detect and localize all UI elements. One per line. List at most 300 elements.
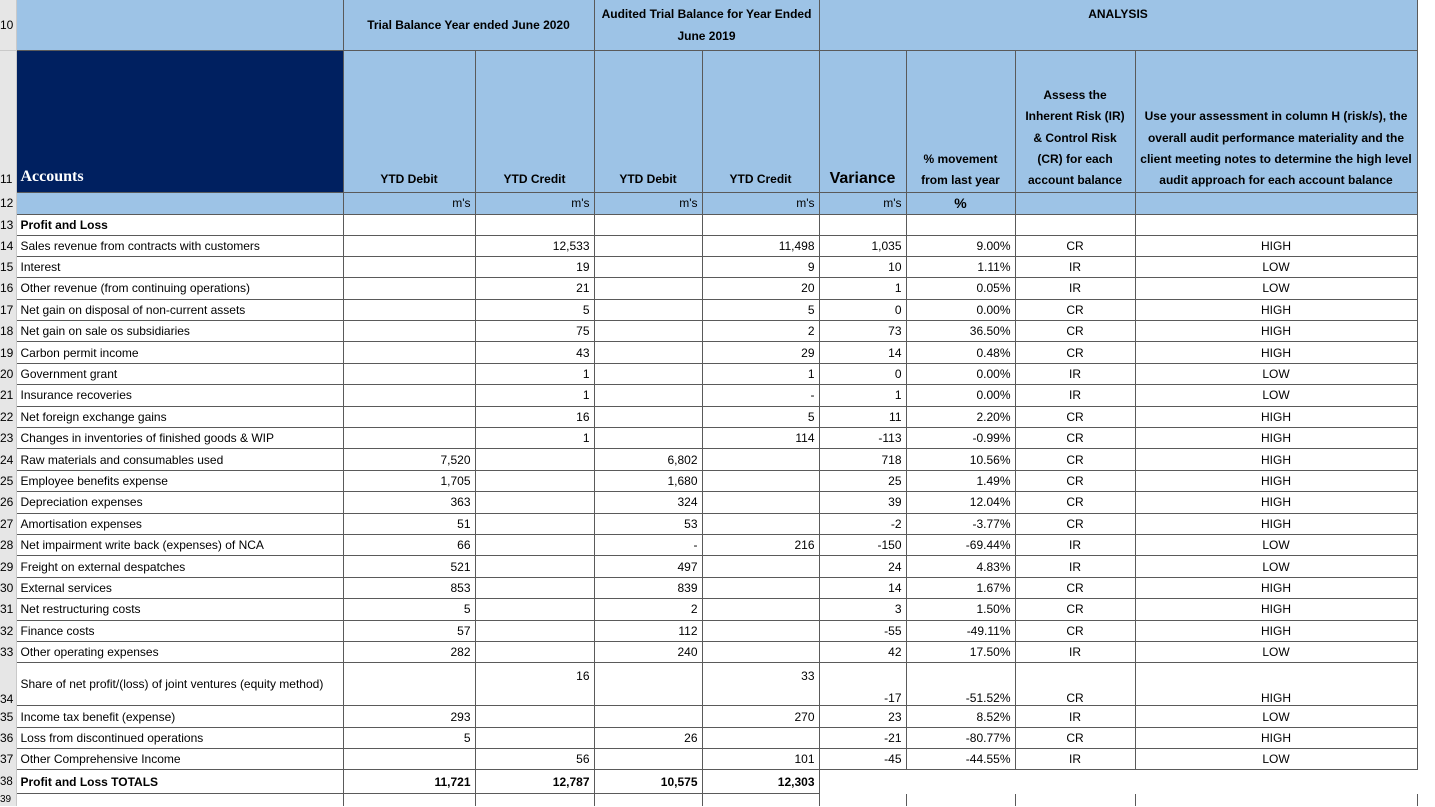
ytd-credit-2020-cell[interactable]: 21 bbox=[475, 278, 594, 299]
row-number[interactable]: 27 bbox=[0, 513, 16, 534]
row-number[interactable]: 21 bbox=[0, 385, 16, 406]
group-header-2019[interactable]: Audited Trial Balance for Year Ended June 2019 bbox=[594, 0, 819, 50]
approach-cell[interactable]: HIGH bbox=[1135, 620, 1417, 641]
row-number[interactable]: 34 bbox=[0, 663, 16, 706]
ytd-credit-2019-cell[interactable]: 101 bbox=[702, 749, 819, 770]
movement-cell[interactable]: 0.05% bbox=[906, 278, 1015, 299]
units-cell[interactable]: m's bbox=[475, 192, 594, 214]
variance-cell[interactable]: -2 bbox=[819, 513, 906, 534]
ytd-debit-2019-cell[interactable] bbox=[594, 663, 702, 706]
table-row bbox=[0, 470, 1435, 491]
ytd-credit-2019-cell[interactable]: 5 bbox=[702, 406, 819, 427]
risk-cell[interactable]: CR bbox=[1015, 727, 1135, 748]
row-number[interactable]: 18 bbox=[0, 321, 16, 342]
variance-cell[interactable]: 718 bbox=[819, 449, 906, 470]
row-number[interactable]: 20 bbox=[0, 363, 16, 384]
movement-cell[interactable]: 36.50% bbox=[906, 321, 1015, 342]
ytd-debit-2019-cell[interactable] bbox=[594, 321, 702, 342]
ytd-debit-2019-cell[interactable] bbox=[594, 428, 702, 449]
risk-cell[interactable]: CR bbox=[1015, 299, 1135, 320]
cell[interactable] bbox=[819, 214, 906, 235]
ytd-credit-2019-cell[interactable] bbox=[702, 449, 819, 470]
row-number[interactable]: 15 bbox=[0, 256, 16, 277]
cell[interactable] bbox=[906, 794, 1015, 806]
variance-cell[interactable]: 11 bbox=[819, 406, 906, 427]
movement-cell[interactable]: -0.99% bbox=[906, 428, 1015, 449]
movement-cell[interactable]: 0.00% bbox=[906, 363, 1015, 384]
variance-cell[interactable]: -45 bbox=[819, 749, 906, 770]
variance-cell[interactable]: -17 bbox=[819, 663, 906, 706]
ytd-debit-2019-header[interactable]: YTD Debit bbox=[594, 50, 702, 192]
accounts-header[interactable]: Accounts bbox=[16, 50, 343, 192]
risk-cell[interactable]: IR bbox=[1015, 363, 1135, 384]
ytd-debit-2019-cell[interactable]: - bbox=[594, 534, 702, 555]
ytd-credit-2019-cell[interactable] bbox=[702, 727, 819, 748]
variance-cell[interactable]: -55 bbox=[819, 620, 906, 641]
row-number[interactable]: 38 bbox=[0, 770, 16, 794]
ytd-credit-2019-cell[interactable]: 114 bbox=[702, 428, 819, 449]
movement-cell[interactable]: 9.00% bbox=[906, 235, 1015, 256]
total-ytd-debit-2019[interactable]: 10,575 bbox=[594, 770, 702, 794]
ytd-debit-2020-cell[interactable]: 521 bbox=[343, 556, 475, 577]
variance-cell[interactable]: 0 bbox=[819, 363, 906, 384]
approach-cell[interactable]: HIGH bbox=[1135, 428, 1417, 449]
totals-label[interactable]: Profit and Loss TOTALS bbox=[16, 770, 343, 794]
approach-cell[interactable]: HIGH bbox=[1135, 470, 1417, 491]
account-cell[interactable]: Finance costs bbox=[16, 620, 343, 641]
ytd-debit-2020-cell[interactable] bbox=[343, 749, 475, 770]
movement-cell[interactable]: 12.04% bbox=[906, 492, 1015, 513]
row-number[interactable]: 25 bbox=[0, 470, 16, 491]
variance-cell[interactable]: 10 bbox=[819, 256, 906, 277]
ytd-debit-2019-cell[interactable] bbox=[594, 749, 702, 770]
variance-cell[interactable]: 14 bbox=[819, 342, 906, 363]
header-row-group bbox=[0, 0, 1435, 50]
ytd-debit-2019-cell[interactable]: 53 bbox=[594, 513, 702, 534]
ytd-debit-2020-cell[interactable]: 51 bbox=[343, 513, 475, 534]
total-ytd-debit-2020[interactable]: 11,721 bbox=[343, 770, 475, 794]
risk-cell[interactable]: IR bbox=[1015, 641, 1135, 662]
movement-cell[interactable]: 0.00% bbox=[906, 299, 1015, 320]
risk-cell[interactable]: CR bbox=[1015, 663, 1135, 706]
ytd-credit-2020-cell[interactable]: 75 bbox=[475, 321, 594, 342]
ytd-credit-2020-cell[interactable] bbox=[475, 470, 594, 491]
row-number[interactable]: 14 bbox=[0, 235, 16, 256]
account-cell[interactable]: Net foreign exchange gains bbox=[16, 406, 343, 427]
risk-cell[interactable]: CR bbox=[1015, 449, 1135, 470]
ytd-debit-2019-cell[interactable]: 112 bbox=[594, 620, 702, 641]
account-cell[interactable]: Government grant bbox=[16, 363, 343, 384]
cell[interactable] bbox=[702, 794, 819, 806]
ytd-credit-2019-cell[interactable] bbox=[702, 577, 819, 598]
approach-cell[interactable]: LOW bbox=[1135, 641, 1417, 662]
approach-cell[interactable]: HIGH bbox=[1135, 342, 1417, 363]
ytd-credit-2020-cell[interactable]: 5 bbox=[475, 299, 594, 320]
movement-cell[interactable]: 10.56% bbox=[906, 449, 1015, 470]
ytd-credit-2019-cell[interactable]: 20 bbox=[702, 278, 819, 299]
ytd-debit-2019-cell[interactable] bbox=[594, 342, 702, 363]
movement-cell[interactable]: 1.50% bbox=[906, 599, 1015, 620]
movement-cell[interactable]: -69.44% bbox=[906, 534, 1015, 555]
ytd-credit-2019-cell[interactable] bbox=[702, 470, 819, 491]
row-number[interactable]: 11 bbox=[0, 50, 16, 192]
table-row bbox=[0, 620, 1435, 641]
risk-cell[interactable]: CR bbox=[1015, 321, 1135, 342]
ytd-debit-2019-cell[interactable]: 240 bbox=[594, 641, 702, 662]
movement-cell[interactable]: 4.83% bbox=[906, 556, 1015, 577]
cell[interactable] bbox=[1135, 770, 1417, 794]
cell[interactable] bbox=[16, 794, 343, 806]
ytd-credit-2019-cell[interactable]: 33 bbox=[702, 663, 819, 706]
ytd-credit-2020-cell[interactable] bbox=[475, 449, 594, 470]
variance-cell[interactable]: -21 bbox=[819, 727, 906, 748]
cell[interactable] bbox=[819, 794, 906, 806]
ytd-debit-2020-cell[interactable]: 5 bbox=[343, 727, 475, 748]
approach-cell[interactable]: HIGH bbox=[1135, 449, 1417, 470]
approach-cell[interactable]: LOW bbox=[1135, 534, 1417, 555]
ytd-credit-2019-cell[interactable] bbox=[702, 492, 819, 513]
movement-cell[interactable]: -3.77% bbox=[906, 513, 1015, 534]
account-cell[interactable]: Raw materials and consumables used bbox=[16, 449, 343, 470]
row-number[interactable]: 39 bbox=[0, 794, 16, 806]
account-cell[interactable]: Amortisation expenses bbox=[16, 513, 343, 534]
row-number[interactable]: 12 bbox=[0, 192, 16, 214]
row-number[interactable]: 23 bbox=[0, 428, 16, 449]
row-number[interactable]: 30 bbox=[0, 577, 16, 598]
account-cell[interactable]: Net restructuring costs bbox=[16, 599, 343, 620]
approach-cell[interactable]: HIGH bbox=[1135, 577, 1417, 598]
cell[interactable] bbox=[1015, 794, 1135, 806]
movement-cell[interactable]: 0.48% bbox=[906, 342, 1015, 363]
approach-cell[interactable]: LOW bbox=[1135, 256, 1417, 277]
variance-cell[interactable]: 73 bbox=[819, 321, 906, 342]
ytd-debit-2020-cell[interactable] bbox=[343, 363, 475, 384]
ytd-debit-2020-cell[interactable] bbox=[343, 385, 475, 406]
ytd-debit-2020-cell[interactable]: 5 bbox=[343, 599, 475, 620]
ytd-debit-2019-cell[interactable]: 6,802 bbox=[594, 449, 702, 470]
ytd-credit-2019-cell[interactable]: 2 bbox=[702, 321, 819, 342]
section-label[interactable]: Profit and Loss bbox=[16, 214, 343, 235]
account-cell[interactable]: Loss from discontinued operations bbox=[16, 727, 343, 748]
account-cell[interactable]: Income tax benefit (expense) bbox=[16, 706, 343, 727]
approach-cell[interactable]: HIGH bbox=[1135, 406, 1417, 427]
movement-cell[interactable]: 8.52% bbox=[906, 706, 1015, 727]
cell[interactable] bbox=[475, 214, 594, 235]
ytd-credit-2020-cell[interactable]: 19 bbox=[475, 256, 594, 277]
movement-cell[interactable]: -49.11% bbox=[906, 620, 1015, 641]
approach-cell[interactable]: LOW bbox=[1135, 556, 1417, 577]
risk-cell[interactable]: CR bbox=[1015, 492, 1135, 513]
account-cell[interactable]: Other revenue (from continuing operations) bbox=[16, 278, 343, 299]
approach-cell[interactable]: HIGH bbox=[1135, 492, 1417, 513]
row-number[interactable]: 36 bbox=[0, 727, 16, 748]
movement-cell[interactable]: 1.49% bbox=[906, 470, 1015, 491]
movement-cell[interactable]: -44.55% bbox=[906, 749, 1015, 770]
ytd-credit-2020-cell[interactable] bbox=[475, 492, 594, 513]
ytd-debit-2020-header[interactable]: YTD Debit bbox=[343, 50, 475, 192]
variance-header[interactable]: Variance bbox=[819, 50, 906, 192]
units-blank-cell[interactable] bbox=[1135, 192, 1417, 214]
assess-risk-header[interactable]: Assess the Inherent Risk (IR) & Control Risk (CR) for each account balance bbox=[1015, 50, 1135, 192]
ytd-credit-2020-cell[interactable]: 16 bbox=[475, 406, 594, 427]
ytd-debit-2020-cell[interactable] bbox=[343, 235, 475, 256]
account-cell[interactable]: External services bbox=[16, 577, 343, 598]
ytd-credit-2019-cell[interactable]: - bbox=[702, 385, 819, 406]
ytd-credit-2020-cell[interactable] bbox=[475, 727, 594, 748]
account-cell[interactable]: Freight on external despatches bbox=[16, 556, 343, 577]
row-number[interactable]: 35 bbox=[0, 706, 16, 727]
approach-cell[interactable]: LOW bbox=[1135, 278, 1417, 299]
ytd-credit-2019-cell[interactable]: 216 bbox=[702, 534, 819, 555]
ytd-debit-2020-cell[interactable]: 57 bbox=[343, 620, 475, 641]
ytd-credit-2020-cell[interactable]: 1 bbox=[475, 385, 594, 406]
variance-cell[interactable]: -150 bbox=[819, 534, 906, 555]
ytd-debit-2020-cell[interactable] bbox=[343, 406, 475, 427]
ytd-credit-2019-cell[interactable]: 5 bbox=[702, 299, 819, 320]
ytd-debit-2019-cell[interactable] bbox=[594, 363, 702, 384]
ytd-credit-2020-cell[interactable]: 12,533 bbox=[475, 235, 594, 256]
variance-cell[interactable]: 1 bbox=[819, 278, 906, 299]
risk-cell[interactable]: CR bbox=[1015, 513, 1135, 534]
ytd-credit-2020-cell[interactable] bbox=[475, 513, 594, 534]
row-number[interactable]: 17 bbox=[0, 299, 16, 320]
row-number[interactable]: 10 bbox=[0, 0, 16, 50]
approach-cell[interactable]: HIGH bbox=[1135, 727, 1417, 748]
account-cell[interactable]: Net gain on sale os subsidiaries bbox=[16, 321, 343, 342]
ytd-debit-2020-cell[interactable]: 853 bbox=[343, 577, 475, 598]
risk-cell[interactable]: CR bbox=[1015, 406, 1135, 427]
account-cell[interactable]: Share of net profit/(loss) of joint ventures (equity method) bbox=[16, 663, 343, 706]
ytd-debit-2020-cell[interactable]: 1,705 bbox=[343, 470, 475, 491]
ytd-debit-2020-cell[interactable]: 7,520 bbox=[343, 449, 475, 470]
risk-cell[interactable]: CR bbox=[1015, 470, 1135, 491]
ytd-debit-2019-cell[interactable] bbox=[594, 278, 702, 299]
ytd-debit-2019-cell[interactable] bbox=[594, 235, 702, 256]
row-number[interactable]: 37 bbox=[0, 749, 16, 770]
movement-cell[interactable]: 2.20% bbox=[906, 406, 1015, 427]
account-cell[interactable]: Sales revenue from contracts with customers bbox=[16, 235, 343, 256]
ytd-credit-2019-cell[interactable] bbox=[702, 513, 819, 534]
ytd-debit-2019-cell[interactable]: 26 bbox=[594, 727, 702, 748]
ytd-credit-2020-cell[interactable] bbox=[475, 534, 594, 555]
units-cell[interactable]: % bbox=[906, 192, 1015, 214]
risk-cell[interactable]: CR bbox=[1015, 235, 1135, 256]
ytd-debit-2020-cell[interactable]: 293 bbox=[343, 706, 475, 727]
units-cell[interactable]: m's bbox=[594, 192, 702, 214]
ytd-debit-2020-cell[interactable] bbox=[343, 278, 475, 299]
variance-cell[interactable]: 14 bbox=[819, 577, 906, 598]
risk-cell[interactable]: IR bbox=[1015, 256, 1135, 277]
movement-cell[interactable]: 1.11% bbox=[906, 256, 1015, 277]
ytd-debit-2020-cell[interactable]: 363 bbox=[343, 492, 475, 513]
ytd-debit-2020-cell[interactable]: 66 bbox=[343, 534, 475, 555]
risk-cell[interactable]: CR bbox=[1015, 428, 1135, 449]
ytd-credit-2019-cell[interactable] bbox=[702, 641, 819, 662]
variance-cell[interactable]: -113 bbox=[819, 428, 906, 449]
row-number[interactable]: 31 bbox=[0, 599, 16, 620]
ytd-credit-2019-cell[interactable]: 9 bbox=[702, 256, 819, 277]
risk-cell[interactable]: CR bbox=[1015, 342, 1135, 363]
row-number[interactable]: 19 bbox=[0, 342, 16, 363]
risk-cell[interactable]: IR bbox=[1015, 278, 1135, 299]
audit-approach-header[interactable]: Use your assessment in column H (risk/s), the overall audit performance materiality and the client meeting notes to determine the high level audit approach for each account balance bbox=[1135, 50, 1417, 192]
approach-cell[interactable]: LOW bbox=[1135, 706, 1417, 727]
account-cell[interactable]: Other operating expenses bbox=[16, 641, 343, 662]
ytd-debit-2020-cell[interactable] bbox=[343, 256, 475, 277]
variance-cell[interactable]: 1 bbox=[819, 385, 906, 406]
ytd-debit-2019-cell[interactable] bbox=[594, 385, 702, 406]
group-header-2020[interactable]: Trial Balance Year ended June 2020 bbox=[343, 0, 594, 50]
risk-cell[interactable]: CR bbox=[1015, 620, 1135, 641]
ytd-credit-2020-cell[interactable]: 1 bbox=[475, 428, 594, 449]
variance-cell[interactable]: 24 bbox=[819, 556, 906, 577]
variance-cell[interactable]: 42 bbox=[819, 641, 906, 662]
header-blank-cell[interactable] bbox=[16, 0, 343, 50]
total-ytd-credit-2020[interactable]: 12,787 bbox=[475, 770, 594, 794]
ytd-credit-2020-cell[interactable] bbox=[475, 641, 594, 662]
row-number[interactable]: 16 bbox=[0, 278, 16, 299]
cell[interactable] bbox=[1015, 214, 1135, 235]
table-row bbox=[0, 513, 1435, 534]
cell[interactable] bbox=[1135, 214, 1417, 235]
ytd-credit-2019-header[interactable]: YTD Credit bbox=[702, 50, 819, 192]
row-number[interactable]: 26 bbox=[0, 492, 16, 513]
account-cell[interactable]: Insurance recoveries bbox=[16, 385, 343, 406]
account-cell[interactable]: Depreciation expenses bbox=[16, 492, 343, 513]
approach-cell[interactable]: LOW bbox=[1135, 749, 1417, 770]
cell[interactable] bbox=[594, 794, 702, 806]
ytd-debit-2020-cell[interactable] bbox=[343, 299, 475, 320]
ytd-debit-2019-cell[interactable]: 2 bbox=[594, 599, 702, 620]
row-number[interactable]: 22 bbox=[0, 406, 16, 427]
ytd-credit-2020-cell[interactable]: 43 bbox=[475, 342, 594, 363]
ytd-debit-2020-cell[interactable]: 282 bbox=[343, 641, 475, 662]
variance-cell[interactable]: 1,035 bbox=[819, 235, 906, 256]
ytd-credit-2019-cell[interactable] bbox=[702, 620, 819, 641]
cell[interactable] bbox=[594, 214, 702, 235]
risk-cell[interactable]: CR bbox=[1015, 599, 1135, 620]
approach-cell[interactable]: HIGH bbox=[1135, 663, 1417, 706]
risk-cell[interactable]: IR bbox=[1015, 749, 1135, 770]
variance-cell[interactable]: 23 bbox=[819, 706, 906, 727]
units-cell[interactable]: m's bbox=[343, 192, 475, 214]
account-cell[interactable]: Carbon permit income bbox=[16, 342, 343, 363]
analysis-header[interactable]: ANALYSIS bbox=[819, 0, 1417, 50]
cell[interactable] bbox=[906, 770, 1015, 794]
risk-cell[interactable]: CR bbox=[1015, 577, 1135, 598]
cell[interactable] bbox=[702, 214, 819, 235]
account-cell[interactable]: Changes in inventories of finished goods & WIP bbox=[16, 428, 343, 449]
ytd-debit-2019-cell[interactable]: 1,680 bbox=[594, 470, 702, 491]
approach-cell[interactable]: HIGH bbox=[1135, 321, 1417, 342]
variance-cell[interactable]: 3 bbox=[819, 599, 906, 620]
ytd-credit-2020-header[interactable]: YTD Credit bbox=[475, 50, 594, 192]
row-number[interactable]: 33 bbox=[0, 641, 16, 662]
row-number[interactable]: 13 bbox=[0, 214, 16, 235]
ytd-credit-2020-cell[interactable] bbox=[475, 620, 594, 641]
ytd-debit-2019-cell[interactable]: 324 bbox=[594, 492, 702, 513]
ytd-debit-2019-cell[interactable]: 839 bbox=[594, 577, 702, 598]
variance-cell[interactable]: 39 bbox=[819, 492, 906, 513]
ytd-credit-2019-cell[interactable]: 11,498 bbox=[702, 235, 819, 256]
units-blank-cell[interactable] bbox=[16, 192, 343, 214]
variance-cell[interactable]: 25 bbox=[819, 470, 906, 491]
variance-cell[interactable]: 0 bbox=[819, 299, 906, 320]
approach-cell[interactable]: LOW bbox=[1135, 385, 1417, 406]
ytd-credit-2019-cell[interactable]: 29 bbox=[702, 342, 819, 363]
ytd-debit-2019-cell[interactable] bbox=[594, 256, 702, 277]
ytd-credit-2019-cell[interactable]: 270 bbox=[702, 706, 819, 727]
approach-cell[interactable]: HIGH bbox=[1135, 299, 1417, 320]
cell[interactable] bbox=[1135, 794, 1417, 806]
movement-cell[interactable]: -51.52% bbox=[906, 663, 1015, 706]
ytd-credit-2020-cell[interactable] bbox=[475, 577, 594, 598]
account-cell[interactable]: Other Comprehensive Income bbox=[16, 749, 343, 770]
row-number[interactable]: 32 bbox=[0, 620, 16, 641]
approach-cell[interactable]: HIGH bbox=[1135, 513, 1417, 534]
row-number[interactable]: 28 bbox=[0, 534, 16, 555]
cell[interactable] bbox=[819, 770, 906, 794]
risk-cell[interactable]: IR bbox=[1015, 556, 1135, 577]
movement-header[interactable]: % movement from last year bbox=[906, 50, 1015, 192]
units-blank-cell[interactable] bbox=[1015, 192, 1135, 214]
cell[interactable] bbox=[906, 214, 1015, 235]
risk-cell[interactable]: IR bbox=[1015, 534, 1135, 555]
approach-cell[interactable]: LOW bbox=[1135, 363, 1417, 384]
cell[interactable] bbox=[475, 794, 594, 806]
movement-cell[interactable]: -80.77% bbox=[906, 727, 1015, 748]
ytd-debit-2019-cell[interactable] bbox=[594, 706, 702, 727]
ytd-debit-2020-cell[interactable] bbox=[343, 342, 475, 363]
cell[interactable] bbox=[343, 214, 475, 235]
table-row bbox=[0, 577, 1435, 598]
ytd-credit-2019-cell[interactable] bbox=[702, 556, 819, 577]
ytd-credit-2020-cell[interactable]: 56 bbox=[475, 749, 594, 770]
ytd-debit-2020-cell[interactable] bbox=[343, 321, 475, 342]
total-ytd-credit-2019[interactable]: 12,303 bbox=[702, 770, 819, 794]
ytd-debit-2019-cell[interactable]: 497 bbox=[594, 556, 702, 577]
ytd-debit-2020-cell[interactable] bbox=[343, 663, 475, 706]
approach-cell[interactable]: HIGH bbox=[1135, 599, 1417, 620]
row-number[interactable]: 29 bbox=[0, 556, 16, 577]
ytd-debit-2019-cell[interactable] bbox=[594, 406, 702, 427]
ytd-debit-2019-cell[interactable] bbox=[594, 299, 702, 320]
ytd-credit-2020-cell[interactable]: 1 bbox=[475, 363, 594, 384]
ytd-debit-2020-cell[interactable] bbox=[343, 428, 475, 449]
ytd-credit-2019-cell[interactable] bbox=[702, 599, 819, 620]
account-cell[interactable]: Interest bbox=[16, 256, 343, 277]
row-number[interactable]: 24 bbox=[0, 449, 16, 470]
account-cell[interactable]: Net gain on disposal of non-current assets bbox=[16, 299, 343, 320]
ytd-credit-2020-cell[interactable] bbox=[475, 556, 594, 577]
cell[interactable] bbox=[1015, 770, 1135, 794]
risk-cell[interactable]: IR bbox=[1015, 706, 1135, 727]
ytd-credit-2020-cell[interactable]: 16 bbox=[475, 663, 594, 706]
movement-cell[interactable]: 1.67% bbox=[906, 577, 1015, 598]
movement-cell[interactable]: 0.00% bbox=[906, 385, 1015, 406]
ytd-credit-2019-cell[interactable]: 1 bbox=[702, 363, 819, 384]
approach-cell[interactable]: HIGH bbox=[1135, 235, 1417, 256]
account-cell[interactable]: Net impairment write back (expenses) of NCA bbox=[16, 534, 343, 555]
units-cell[interactable]: m's bbox=[702, 192, 819, 214]
movement-cell[interactable]: 17.50% bbox=[906, 641, 1015, 662]
account-cell[interactable]: Employee benefits expense bbox=[16, 470, 343, 491]
units-cell[interactable]: m's bbox=[819, 192, 906, 214]
ytd-credit-2020-cell[interactable] bbox=[475, 599, 594, 620]
ytd-credit-2020-cell[interactable] bbox=[475, 706, 594, 727]
cell[interactable] bbox=[343, 794, 475, 806]
risk-cell[interactable]: IR bbox=[1015, 385, 1135, 406]
